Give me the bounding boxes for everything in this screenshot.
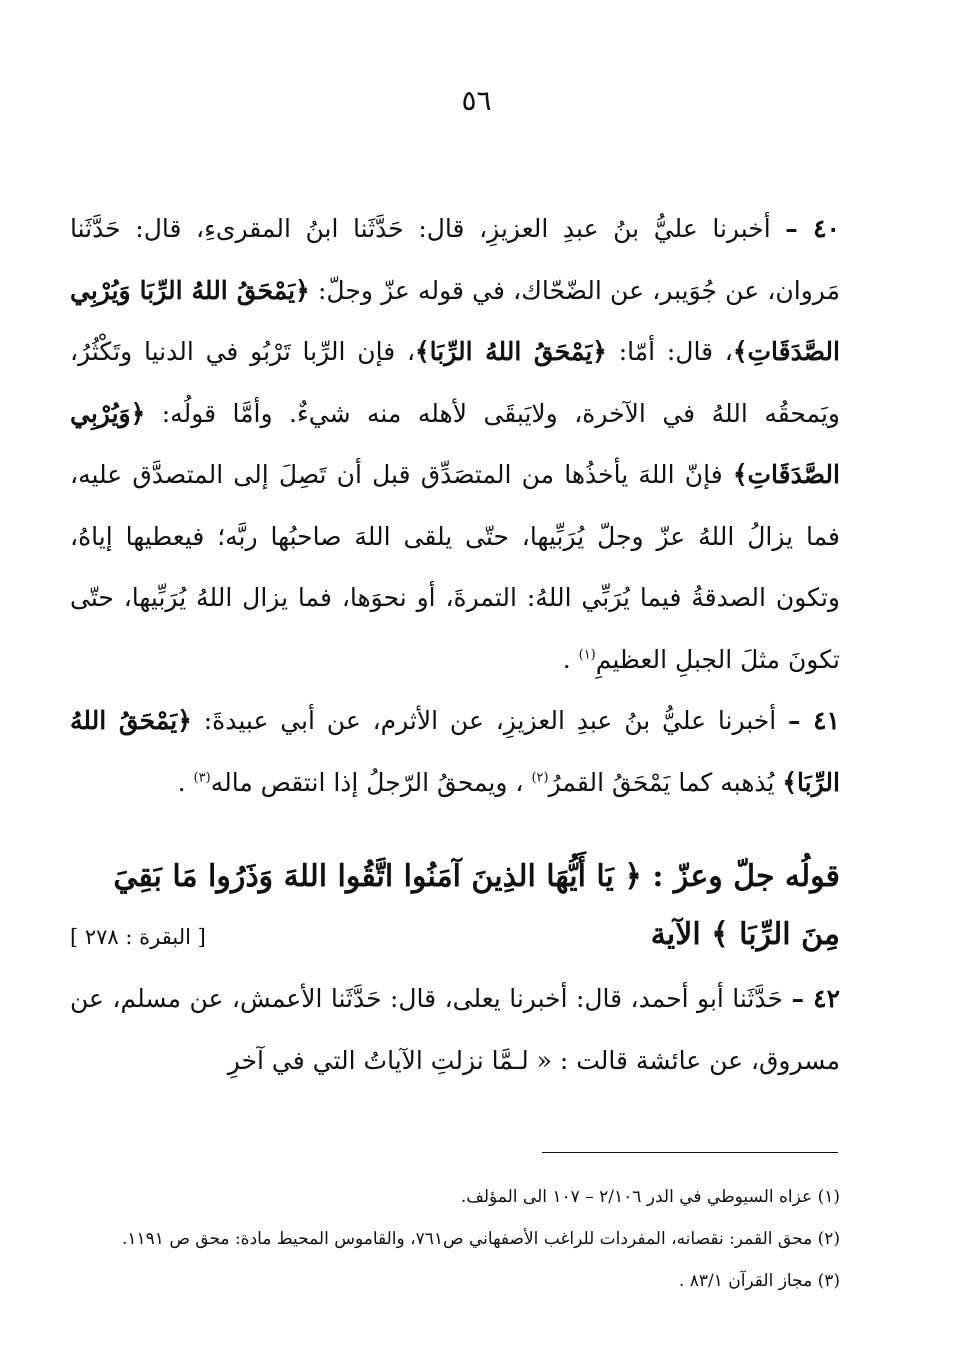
heading-line-2-row [70,906,840,966]
footnotes [70,1176,840,1302]
paragraph-number: ٤٢ – [791,984,840,1013]
heading-line-1: قولُه جلّ وعزّ : ﴿ يَا أَيُّهَا الذِينَ آمَنُوا اتَّقُوا اللهَ وَذَرُوا مَا بَقِيَ [113,859,840,894]
text-run: ، فإن الرِّبا تَرْبُو في الدنيا وتَكْثُرُ، ويَمحقُه اللهُ في الآخرة، ولايَبقَى لأهله منه شيءٌ. وأمَّا قولُه: [70,337,840,428]
quran-quote: ﴿يَمْحَقُ اللهُ الرِّبَا﴾ [415,337,607,366]
surah-reference: [ البقرة : ٢٧٨ ] [70,925,206,949]
text-run: ، قال: أمّا: [606,337,733,366]
paragraph-number: ٤٠ – [785,214,840,243]
quran-quote: ﴿يَمْحَقُ اللهُ الرِّبَا وَيُرْبِي الصَّدَقَاتِ﴾ [70,275,840,366]
paragraph-42 [70,968,840,1091]
footnote-marker: (٣) [193,770,211,786]
verse-heading [70,848,840,966]
paragraph-text: حَدَّثَنا أبو أحمد، قال: أخبرنا يعلى، قال: حَدَّثَنا الأعمش، عن مسلم، عن مسروق، عن عائشة قالت : « لـمَّا نزلتِ الآياتُ التي في آخرِ [70,984,840,1075]
quran-quote: ﴿وَيُرْبِي الصَّدَقَاتِ﴾ [70,398,840,489]
text-run: فإنّ اللهَ يأخذُها من المتصَدِّق قبل أن تَصِلَ إلى المتصدَّق عليه، فما يزالُ اللهُ عزّ وجلّ يُرَبِّيها، حتّى يلقى اللهَ صاحبُها ربَّه؛ فيعطيها إياهُ، وتكون الصدقةُ فيما يُرَبِّي اللهُ: التمرةَ، أو نحوَها، فما يزال اللهُ يُرَبِّيها، حتّى تكونَ مثلَ الجبلِ العظيمِ [70,460,840,674]
text-run: أخبرنا عليُّ بنُ عبدِ العزيزِ، عن الأثرم، عن أبي عبيدةَ: [191,706,789,735]
heading-line-2: مِنَ الرِّبَا ﴾ الآية [650,917,840,952]
footnote-2: (٢) محق القمر: نقصانه، المفردات للراغب الأصفهاني ص٧٦١، والقاموس المحيط مادة: محق ص ١١٩١. [121,1229,840,1249]
text-run: ، ويمحقُ الرّجلُ إذا انتقص ماله [210,767,532,797]
text-run: أخبرنا عليُّ بنُ عبدِ العزيزِ، قال: حَدَّثَنا ابنُ المقرىءِ، قال: حَدَّثَنا مَروان، عن جُوَيبر، عن الضّحّاك، في قوله عزّ وجلّ: [70,214,840,305]
text-run: . [177,767,194,797]
text-run: . [562,644,579,674]
footnote-divider [542,1152,838,1153]
paragraph-40 [70,198,840,690]
footnote-1: (١) عزاه السيوطي في الدر ٢/١٠٦ – ١٠٧ الى المؤلف. [460,1187,840,1207]
footnote-3: (٣) مجاز القرآن ٨٣/١ . [678,1271,840,1291]
page-number: ٥٦ [461,84,492,117]
main-text [70,198,840,813]
paragraph-number: ٤١ – [788,706,840,735]
footnote-marker: (٢) [531,770,549,786]
text-run: يُذهبه كما يَمْحَقُ القمرُ [548,767,783,797]
paragraph-41 [70,690,840,813]
footnote-marker: (١) [578,647,596,663]
quran-quote: ﴿يَمْحَقُ اللهُ الرِّبَا﴾ [70,706,840,797]
